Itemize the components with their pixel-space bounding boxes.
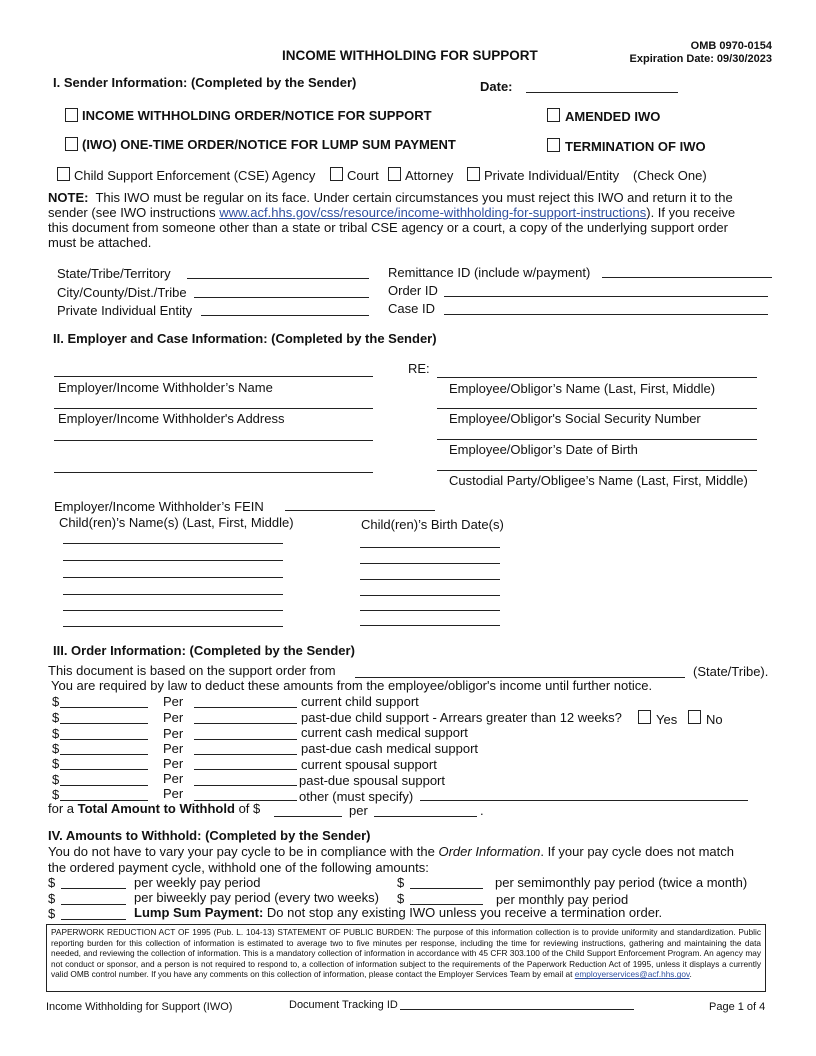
section2-heading: II. Employer and Case Information: (Completed by the Sender) (53, 331, 437, 346)
employer-name-label: Employer/Income Withholder’s Name (58, 380, 273, 395)
court-label: Court (347, 168, 379, 183)
per-label: Per (163, 694, 184, 709)
attorney-label: Attorney (405, 168, 454, 183)
amount-field[interactable] (60, 786, 148, 801)
amended-iwo-checkbox[interactable] (547, 108, 560, 122)
employee-ssn-field[interactable] (437, 394, 757, 409)
child-dob-field[interactable] (360, 549, 500, 564)
other-label: other (must specify) (299, 789, 414, 804)
employer-services-email-link[interactable]: employerservices@acf.hhs.gov (574, 969, 690, 980)
remittance-id-field[interactable] (602, 263, 772, 278)
per-label: Per (163, 710, 184, 725)
employer-fein-label: Employer/Income Withholder’s FEIN (54, 499, 264, 514)
arrears-no-checkbox[interactable] (688, 710, 701, 724)
city-county-label: City/County/Dist./Tribe (57, 285, 187, 300)
cse-agency-label: Child Support Enforcement (CSE) Agency (74, 168, 316, 183)
section3-heading: III. Order Information: (Completed by the Sender) (53, 643, 355, 658)
per-period-field[interactable] (194, 740, 297, 755)
monthly-label: per monthly pay period (496, 892, 629, 907)
dollar-sign: $ (52, 726, 60, 741)
state-tribe-suffix: (State/Tribe). (693, 664, 769, 679)
dollar-sign: $ (48, 875, 56, 890)
per-label: Per (163, 756, 184, 771)
lump-sum-checkbox[interactable] (65, 137, 78, 151)
child-name-field[interactable] (63, 596, 283, 611)
section4-intro-1 (48, 844, 734, 859)
child-dob-field[interactable] (360, 596, 500, 611)
case-id-field[interactable] (444, 300, 768, 315)
per-label: Per (163, 741, 184, 756)
child-name-field[interactable] (63, 563, 283, 578)
dollar-sign: $ (52, 710, 60, 725)
current-spousal-support-label: current spousal support (301, 757, 437, 772)
lump-sum-label: (IWO) ONE-TIME ORDER/NOTICE FOR LUMP SUM PAYMENT (82, 137, 456, 152)
dollar-sign: $ (52, 772, 60, 787)
dollar-sign: $ (52, 694, 60, 709)
section4-intro-2: the ordered payment cycle, withhold one of the following amounts: (48, 860, 429, 875)
dollar-sign: $ (52, 741, 60, 756)
total-amount-field[interactable] (274, 802, 342, 817)
lump-sum-label: Lump Sum Payment: (134, 905, 264, 920)
lump-sum-row (134, 905, 662, 920)
per-label: Per (163, 726, 184, 741)
current-cash-medical-label: current cash medical support (301, 725, 468, 740)
per-period-field[interactable] (194, 725, 297, 740)
amount-field[interactable] (60, 740, 148, 755)
biweekly-label: per biweekly pay period (every two weeks) (134, 890, 379, 905)
private-entity-label: Private Individual/Entity (484, 168, 620, 183)
omb-number: OMB 0970-0154 (690, 40, 772, 52)
amount-field[interactable] (60, 693, 148, 708)
private-entity-checkbox[interactable] (467, 167, 480, 181)
private-individual-label: Private Individual Entity (57, 303, 193, 318)
order-id-field[interactable] (444, 282, 768, 297)
child-name-field[interactable] (63, 580, 283, 595)
private-individual-field[interactable] (201, 301, 369, 316)
total-label: Total Amount to Withhold (77, 801, 235, 816)
weekly-label: per weekly pay period (134, 875, 261, 890)
employee-dob-field[interactable] (437, 425, 757, 440)
dollar-sign: $ (397, 875, 405, 890)
other-specify-field[interactable] (420, 786, 748, 801)
employer-address-label: Employer/Income Withholder's Address (58, 411, 285, 426)
employee-name-label: Employee/Obligor’s Name (Last, First, Middle) (449, 381, 716, 396)
dollar-sign: $ (397, 891, 405, 906)
monthly-amount-field[interactable] (410, 890, 483, 905)
child-dob-field[interactable] (360, 581, 500, 596)
dollar-sign: $ (48, 906, 56, 921)
total-prefix: for a (48, 801, 75, 816)
court-checkbox[interactable] (330, 167, 343, 181)
custodial-name-label: Custodial Party/Obligee’s Name (Last, First, Middle) (449, 473, 748, 488)
based-on-label: This document is based on the support order from (48, 663, 336, 678)
form-title: INCOME WITHHOLDING FOR SUPPORT (282, 48, 538, 63)
lump-sum-text: Do not stop any existing IWO unless you receive a termination order. (266, 905, 663, 920)
intro-text-end: . If your pay cycle does not match (540, 844, 735, 859)
employee-dob-label: Employee/Obligor’s Date of Birth (449, 442, 638, 457)
re-label: RE: (408, 361, 430, 376)
attorney-checkbox[interactable] (388, 167, 401, 181)
employer-address-line-2[interactable] (54, 426, 373, 441)
expiration-date: Expiration Date: 09/30/2023 (629, 53, 772, 65)
semimonthly-amount-field[interactable] (410, 874, 483, 889)
amount-field[interactable] (60, 755, 148, 770)
dollar-sign: $ (52, 787, 60, 802)
note-line-1: This IWO must be regular on its face. Under certain circumstances you must reject this IWO and return it to the (95, 190, 733, 205)
arrears-yes-checkbox[interactable] (638, 710, 651, 724)
child-name-field[interactable] (63, 612, 283, 627)
total-period-field[interactable] (374, 802, 477, 817)
pra-text: PAPERWORK REDUCTION ACT OF 1995 (Pub. L. 104-13) STATEMENT OF PUBLIC BURDEN: The purpose of this information collection is to provide uniformity and standardization. Public reporting burden for this collection of information is estimated to average two to five minutes per response, including the time for reviewing instructions, gathering and maintaining the data needed, and reviewing the collection of information. This is a mandatory collection of information in accordance with 45 CFR 303.100 of the Child Support Enforcement Program. An agency may not conduct or sponsor, and a person is not required to respond to, a collection of information subject to the requirements of the Paperwork Reduction Act of 1995, unless it displays a currently valid OMB control number. If you have any comments on this collection of information, please contact the Employer Services Team by email at (51, 927, 761, 980)
termination-label: TERMINATION OF IWO (565, 139, 706, 154)
children-dob-label: Child(ren)’s Birth Date(s) (361, 517, 504, 532)
note-line-2a: sender (see IWO instructions (48, 205, 220, 220)
state-tribe-field[interactable] (187, 264, 369, 279)
per-label: Per (163, 786, 184, 801)
child-name-field[interactable] (63, 529, 283, 544)
pra-end: . (689, 969, 692, 980)
child-dob-field[interactable] (360, 533, 500, 548)
per-period-field[interactable] (194, 771, 297, 786)
footer-form-name: Income Withholding for Support (IWO) (46, 1001, 233, 1013)
page-number: Page 1 of 4 (709, 1001, 766, 1013)
per-period-field[interactable] (194, 786, 297, 801)
amount-field[interactable] (60, 725, 148, 740)
check-one-label: (Check One) (633, 168, 707, 183)
note-label: NOTE: (48, 190, 89, 205)
weekly-amount-field[interactable] (61, 874, 126, 889)
total-per-label: per (349, 803, 368, 818)
per-period-field[interactable] (194, 693, 297, 708)
support-order-state-field[interactable] (355, 663, 685, 678)
employee-name-field[interactable] (437, 363, 757, 378)
employer-fein-field[interactable] (285, 496, 435, 511)
city-county-field[interactable] (194, 283, 369, 298)
tracking-id-field[interactable] (400, 997, 634, 1010)
iwo-checkbox[interactable] (65, 108, 78, 122)
iwo-label: INCOME WITHHOLDING ORDER/NOTICE FOR SUPPORT (82, 108, 432, 123)
amount-field[interactable] (60, 771, 148, 786)
date-label: Date: (480, 79, 513, 94)
lump-sum-amount-field[interactable] (61, 905, 126, 920)
total-of-label: of $ (238, 801, 261, 816)
state-tribe-label: State/Tribe/Territory (57, 266, 171, 281)
instructions-link[interactable]: www.acf.hhs.gov/css/resource/income-withholding-for-support-instructions (219, 205, 647, 220)
case-id-label: Case ID (388, 301, 435, 316)
past-due-spousal-support-label: past-due spousal support (299, 773, 445, 788)
per-period-field[interactable] (194, 709, 297, 724)
amended-iwo-label: AMENDED IWO (565, 109, 661, 124)
section4-heading: IV. Amounts to Withhold: (Completed by the Sender) (48, 828, 371, 843)
child-name-field[interactable] (63, 546, 283, 561)
children-names-label: Child(ren)’s Name(s) (Last, First, Middle) (59, 515, 294, 530)
arrears-no-label: No (706, 712, 723, 727)
arrears-yes-label: Yes (656, 712, 678, 727)
note-line-4: must be attached. (48, 235, 152, 250)
per-label: Per (163, 771, 184, 786)
note-line-3: this document from someone other than a state or tribal CSE agency or a court, a copy of the underlying support order (48, 220, 728, 235)
dollar-sign: $ (48, 891, 56, 906)
required-text: You are required by law to deduct these amounts from the employee/obligor's income until further notice. (51, 678, 653, 693)
order-id-label: Order ID (388, 283, 438, 298)
employer-name-field[interactable] (54, 362, 373, 377)
past-due-child-support-label: past-due child support - Arrears greater than 12 weeks? (301, 710, 622, 725)
order-information-ref: Order Information (438, 844, 541, 859)
cse-agency-checkbox[interactable] (57, 167, 70, 181)
total-row (48, 801, 260, 816)
employer-address-line-1[interactable] (54, 394, 373, 409)
child-dob-field[interactable] (360, 611, 500, 626)
custodial-name-field[interactable] (437, 456, 757, 471)
past-due-cash-medical-label: past-due cash medical support (301, 741, 479, 756)
note-paragraph (48, 190, 735, 250)
employer-address-line-3[interactable] (54, 458, 373, 473)
section1-heading: I. Sender Information: (Completed by the Sender) (53, 75, 357, 90)
note-line-2b: ). If you receive (646, 205, 736, 220)
dollar-sign: $ (52, 756, 60, 771)
tracking-id-label: Document Tracking ID (289, 999, 398, 1011)
semimonthly-label: per semimonthly pay period (twice a month) (495, 875, 748, 890)
current-child-support-label: current child support (301, 694, 419, 709)
employee-ssn-label: Employee/Obligor's Social Security Number (449, 411, 701, 426)
biweekly-amount-field[interactable] (61, 890, 126, 905)
child-dob-field[interactable] (360, 565, 500, 580)
termination-checkbox[interactable] (547, 138, 560, 152)
intro-text: You do not have to vary your pay cycle to be in compliance with the (48, 844, 439, 859)
per-period-field[interactable] (194, 755, 297, 770)
paperwork-reduction-notice (46, 924, 766, 992)
total-period-dot: . (480, 803, 484, 818)
date-field[interactable] (526, 78, 678, 93)
remittance-id-label: Remittance ID (include w/payment) (388, 265, 591, 280)
amount-field[interactable] (60, 709, 148, 724)
